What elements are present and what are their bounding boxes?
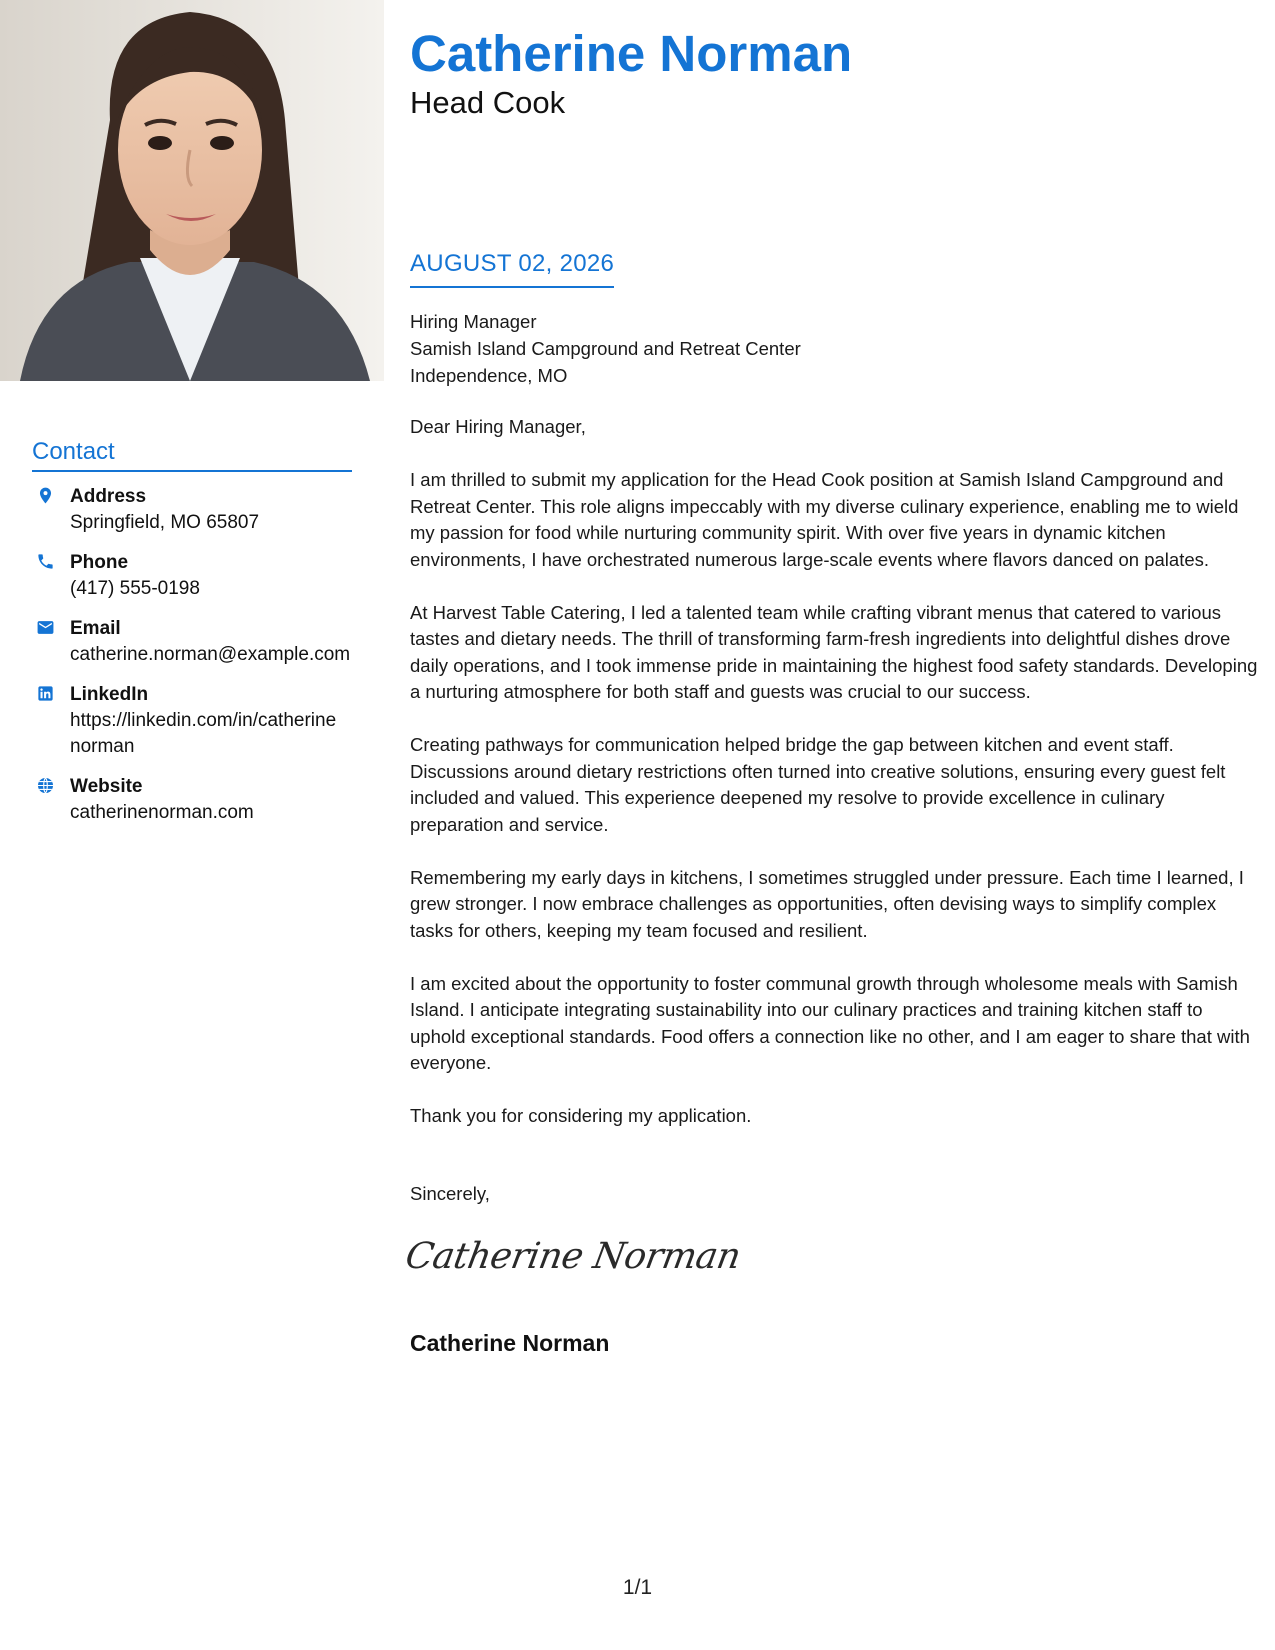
signed-name: Catherine Norman: [410, 1330, 610, 1356]
recipient-block: [410, 308, 801, 389]
paragraph: I am thrilled to submit my application for the Head Cook position at Samish Island Campground and Retreat Center. This role aligns impeccably with my diverse culinary experience, enabling me to wield my passion for food while nurturing community spirit. With over five years in dynamic kitchen environments, I have orchestrated numerous large-scale events where flavors danced on palates.: [410, 469, 1239, 570]
recipient-organization: Samish Island Campground and Retreat Center: [410, 338, 801, 359]
contact-website: [32, 774, 352, 826]
letter-header: [410, 24, 1255, 122]
portrait-photo: [0, 0, 384, 381]
address-value: Springfield, MO 65807: [70, 512, 260, 533]
applicant-name: Catherine Norman: [410, 25, 853, 82]
profile-photo: [0, 0, 384, 381]
contact-address: [32, 484, 352, 536]
closing: Sincerely,: [410, 1183, 490, 1204]
phone-label: Phone: [70, 552, 129, 573]
address-label: Address: [70, 486, 147, 507]
applicant-role: Head Cook: [410, 85, 566, 120]
email-label: Email: [70, 618, 121, 639]
contact-sidebar: [32, 438, 352, 840]
linkedin-icon: [32, 682, 70, 760]
globe-icon: [32, 774, 70, 826]
letter-body: [410, 414, 1262, 1156]
greeting: Dear Hiring Manager,: [410, 416, 586, 437]
linkedin-label: LinkedIn: [70, 684, 149, 705]
phone-icon: [32, 550, 70, 602]
contact-phone: [32, 550, 352, 602]
email-value[interactable]: catherine.norman@example.com: [70, 644, 351, 665]
letter-date: AUGUST 02, 2026: [410, 250, 614, 288]
location-pin-icon: [32, 484, 70, 536]
paragraph: Remembering my early days in kitchens, I sometimes struggled under pressure. Each time I learned, I grew stronger. I now embrace challenges as opportunities, often devising ways to simplify complex tasks for others, keeping my team focused and resilient.: [410, 866, 1244, 941]
paragraph: Thank you for considering my application.: [410, 1105, 752, 1126]
linkedin-value[interactable]: https://linkedin.com/in/catherine norman: [70, 710, 337, 757]
paragraph: I am excited about the opportunity to foster communal growth through wholesome meals with Samish Island. I anticipate integrating sustainability into our culinary practices and training kitchen staff to uphold exceptional standards. Food offers a connection like no other, and I am eager to share that with everyone.: [410, 972, 1250, 1073]
website-value[interactable]: catherinenorman.com: [70, 802, 254, 823]
handwritten-signature: [402, 1236, 744, 1292]
contact-linkedin: [32, 682, 352, 760]
recipient-title: Hiring Manager: [410, 311, 537, 332]
paragraph: At Harvest Table Catering, I led a talented team while crafting vibrant menus that catered to various tastes and dietary needs. The thrill of transforming farm-fresh ingredients into delightful dishes drove daily operations, and I took immense pride in maintaining the highest food safety standards. Developing a nurturing atmosphere for both staff and guests was crucial to our success.: [410, 601, 1258, 702]
paragraph: Creating pathways for communication helped bridge the gap between kitchen and event staff. Discussions around dietary restrictions often turned into creative solutions, ensuring every guest felt included and valued. This experience deepened my resolve to provide excellence in culinary preparation and service.: [410, 734, 1226, 835]
page-number: 1/1: [622, 1576, 653, 1599]
email-icon: [32, 616, 70, 668]
signature-text: Catherine Norman: [402, 1236, 744, 1277]
contact-email: [32, 616, 352, 668]
phone-value[interactable]: (417) 555-0198: [70, 578, 200, 599]
recipient-location: Independence, MO: [410, 365, 568, 386]
contact-heading: Contact: [32, 438, 352, 472]
website-label: Website: [70, 776, 143, 797]
